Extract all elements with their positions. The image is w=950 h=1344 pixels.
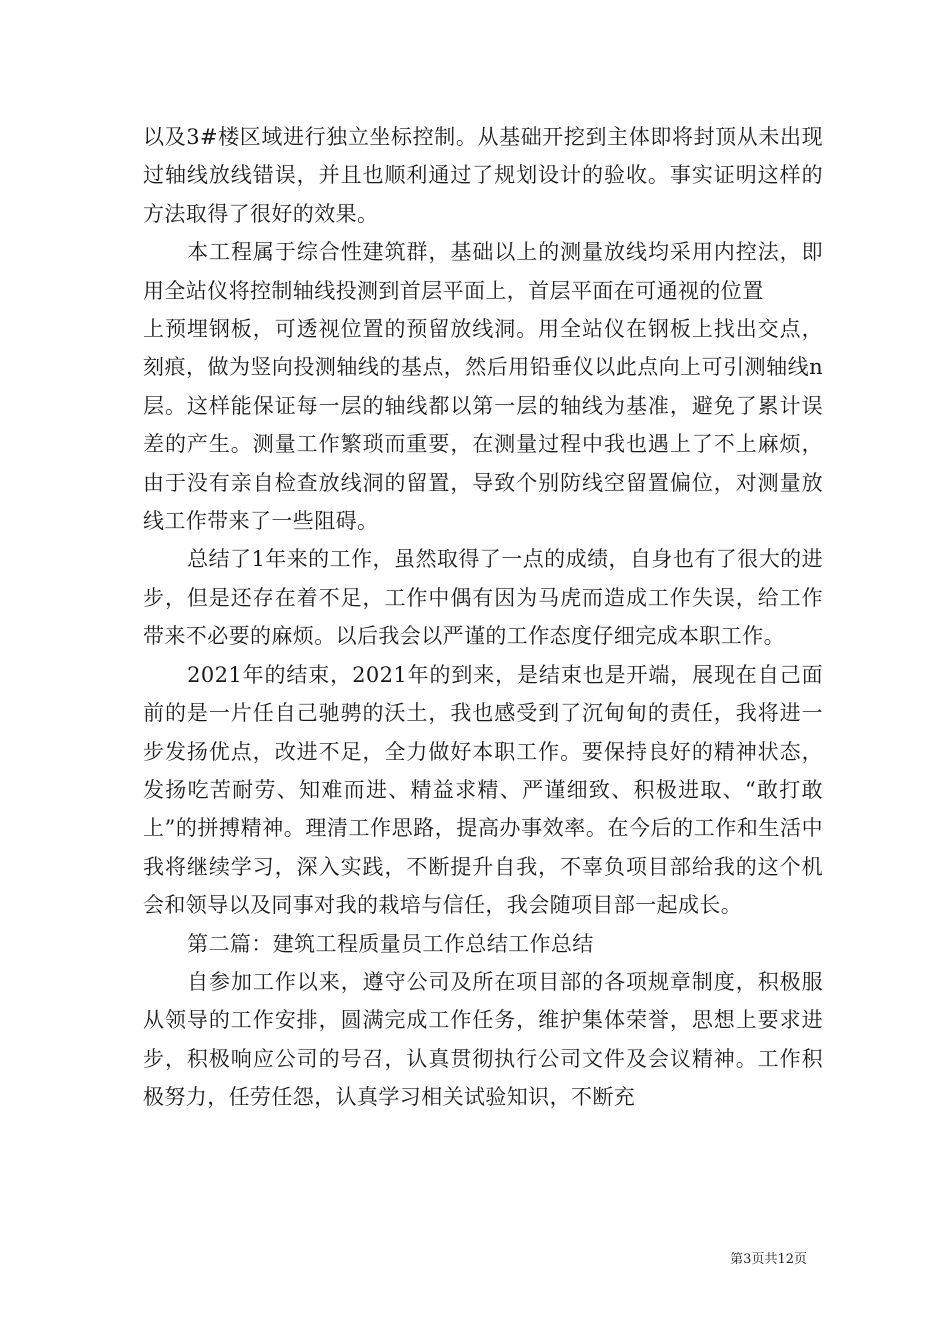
section-heading: 第二篇：建筑工程质量员工作总结工作总结	[187, 931, 594, 956]
paragraph-steel-plate: 上预埋钢板，可透视位置的预留放线洞。用全站仪在钢板上找出交点，刻痕，做为竖向投测轴线的基点，然后用铅垂仪以此点向上可引测轴线n层。这样能保证每一层的轴线都以第一层的轴线为基准，避免了累计误差的产生。测量工作繁琐而重要，在测量过程中我也遇上了不上麻烦，由于没有亲自检查放线洞的留置，导致个别防线空留置偏位，对测量放线工作带来了一些阻碍。	[143, 317, 823, 534]
document-body	[143, 118, 823, 1117]
page-number: 第3页共12页	[730, 1252, 807, 1267]
paragraph-survey-method: 本工程属于综合性建筑群，基础以上的测量放线均采用内控法，即用全站仪将控制轴线投测到首层平面上，首层平面在可通视的位置	[143, 240, 823, 303]
paragraph-quality-intro: 自参加工作以来，遵守公司及所在项目部的各项规章制度，积极服从领导的工作安排，圆满完成工作任务，维护集体荣誉，思想上要求进步，积极响应公司的号召，认真贯彻执行公司文件及会议精神。工作积极努力，任劳任怨，认真学习相关试验知识，不断充	[143, 969, 823, 1110]
paragraph-continuation: 以及3#楼区域进行独立坐标控制。从基础开挖到主体即将封顶从未出现过轴线放线错误，并且也顺利通过了规划设计的验收。事实证明这样的方法取得了很好的效果。	[143, 125, 823, 226]
paragraph-summary: 总结了1年来的工作，虽然取得了一点的成绩，自身也有了很大的进步，但是还存在着不足，工作中偶有因为马虎而造成工作失误，给工作带来不必要的麻烦。以后我会以严谨的工作态度仔细完成本职工作。	[143, 547, 823, 649]
paragraph-outlook: 2021年的结束，2021年的到来，是结束也是开端，展现在自己面前的是一片任自己驰骋的沃土，我也感受到了沉甸甸的责任，我将进一步发扬优点，改进不足，全力做好本职工作。要保持良好的精神状态，发扬吃苦耐劳、知难而进、精益求精、严谨细致、积极进取、“敢打敢上”的拼搏精神。理清工作思路，提高办事效率。在今后的工作和生活中我将继续学习，深入实践，不断提升自我，不辜负项目部给我的这个机会和领导以及同事对我的栽培与信任，我会随项目部一起成长。	[143, 662, 823, 918]
